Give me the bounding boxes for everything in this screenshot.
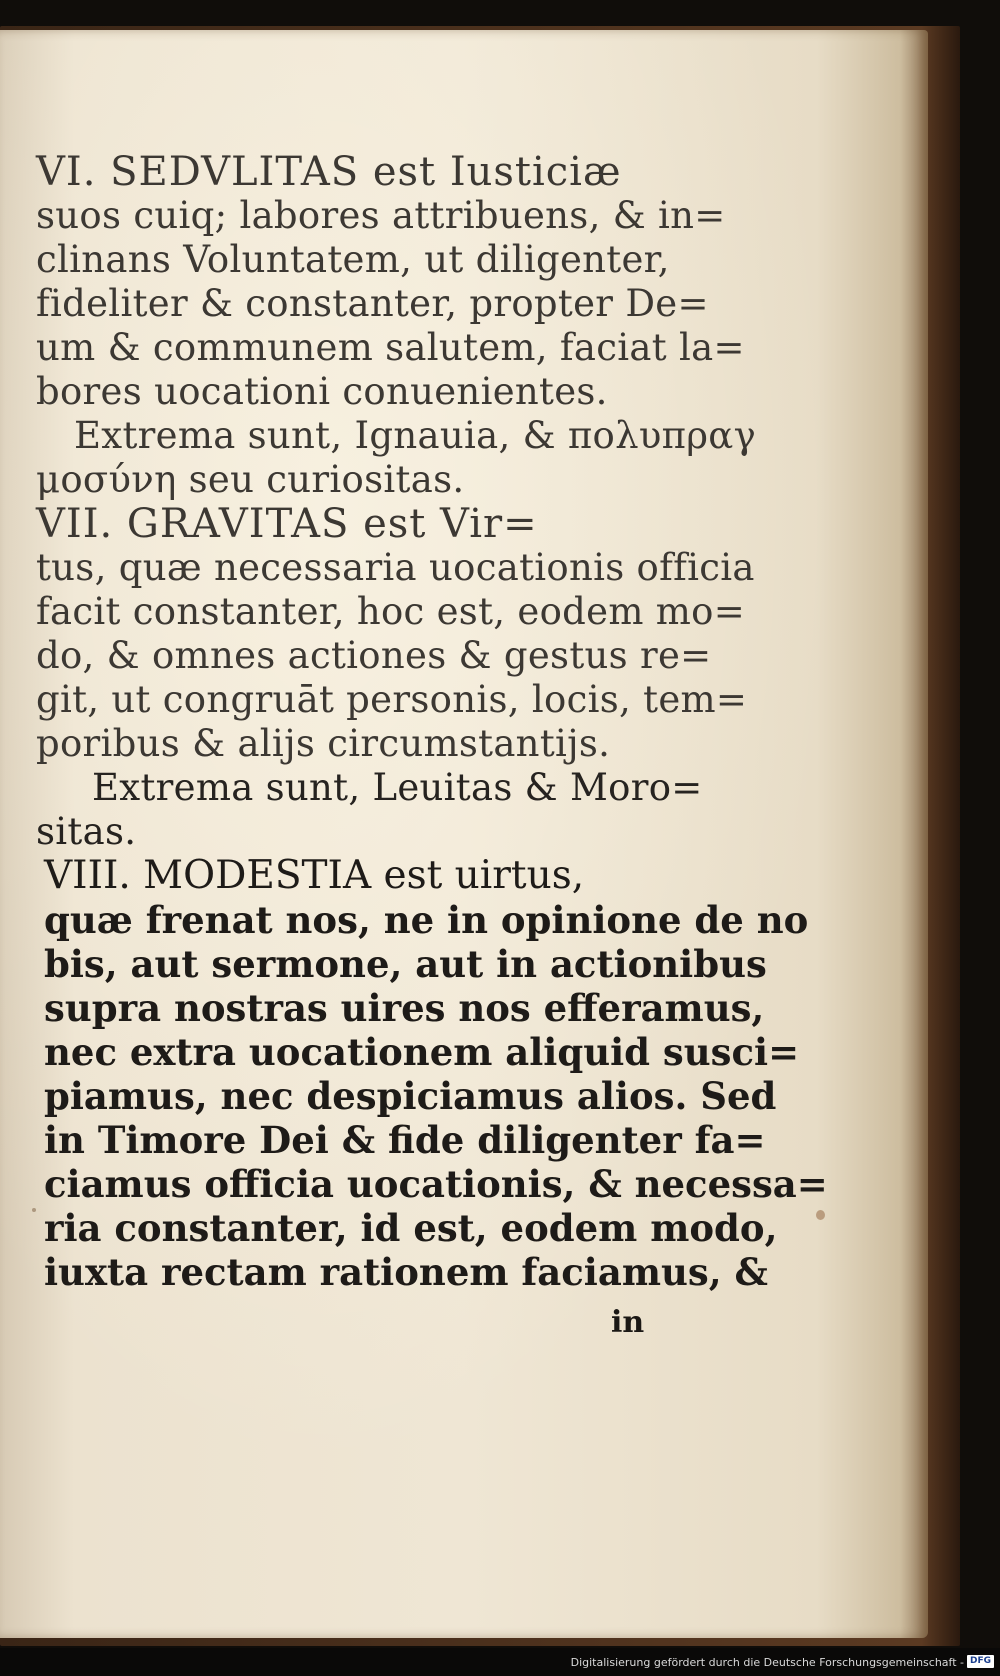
text-line: piamus, nec despiciamus alios. Sed: [44, 1074, 777, 1118]
funding-notice: Digitalisierung gefördert durch die Deutsche Forschungsgemeinschaft -: [570, 1656, 964, 1669]
text-line: um & communem salutem, faciat la=: [36, 326, 745, 369]
text-line: VII. GRAVITAS est Vir=: [36, 501, 538, 547]
text-line: bores uocationi conuenientes.: [36, 370, 608, 413]
text-line: git, ut congruāt personis, locis, tem=: [36, 678, 748, 721]
text-line: do, & omnes actiones & gestus re=: [36, 634, 712, 677]
book-page: [0, 30, 928, 1638]
text-line: poribus & alijs circumstantijs.: [36, 722, 611, 765]
text-line: ria constanter, id est, eodem modo,: [44, 1206, 778, 1250]
text-line: VIII. MODESTIA est uirtus,: [44, 853, 585, 898]
text-line: ciamus officia uocationis, & necessa=: [44, 1162, 828, 1206]
text-line: supra nostras uires nos efferamus,: [44, 986, 765, 1030]
text-line: μοσύνη seu curiositas.: [36, 458, 465, 501]
dfg-logo: DFG: [967, 1655, 994, 1668]
text-line: Extrema sunt, Leuitas & Moro=: [92, 766, 703, 809]
foxing-spot: [816, 1210, 825, 1220]
text-line: clinans Voluntatem, ut diligenter,: [36, 238, 670, 281]
footer-bar: [0, 1648, 1000, 1676]
catchword: in: [611, 1305, 645, 1340]
text-line: tus, quæ necessaria uocationis officia: [36, 546, 755, 589]
text-line: facit constanter, hoc est, eodem mo=: [36, 590, 746, 633]
text-line: nec extra uocationem aliquid susci=: [44, 1030, 800, 1074]
text-line: Extrema sunt, Ignauia, & πολυπραγ: [74, 414, 757, 457]
text-line: in Timore Dei & fide diligenter fa=: [44, 1118, 766, 1162]
text-line: iuxta rectam rationem faciamus, &: [44, 1250, 768, 1294]
text-line: VI. SEDVLITAS est Iusticiæ: [36, 149, 622, 195]
foxing-spot: [32, 1208, 36, 1212]
text-line: quæ frenat nos, ne in opinione de no: [44, 898, 809, 942]
text-line: fideliter & constanter, propter De=: [36, 282, 709, 325]
text-line: sitas.: [36, 810, 137, 853]
text-line: bis, aut sermone, aut in actionibus: [44, 942, 767, 986]
text-line: suos cuiq; labores attribuens, & in=: [36, 194, 726, 237]
